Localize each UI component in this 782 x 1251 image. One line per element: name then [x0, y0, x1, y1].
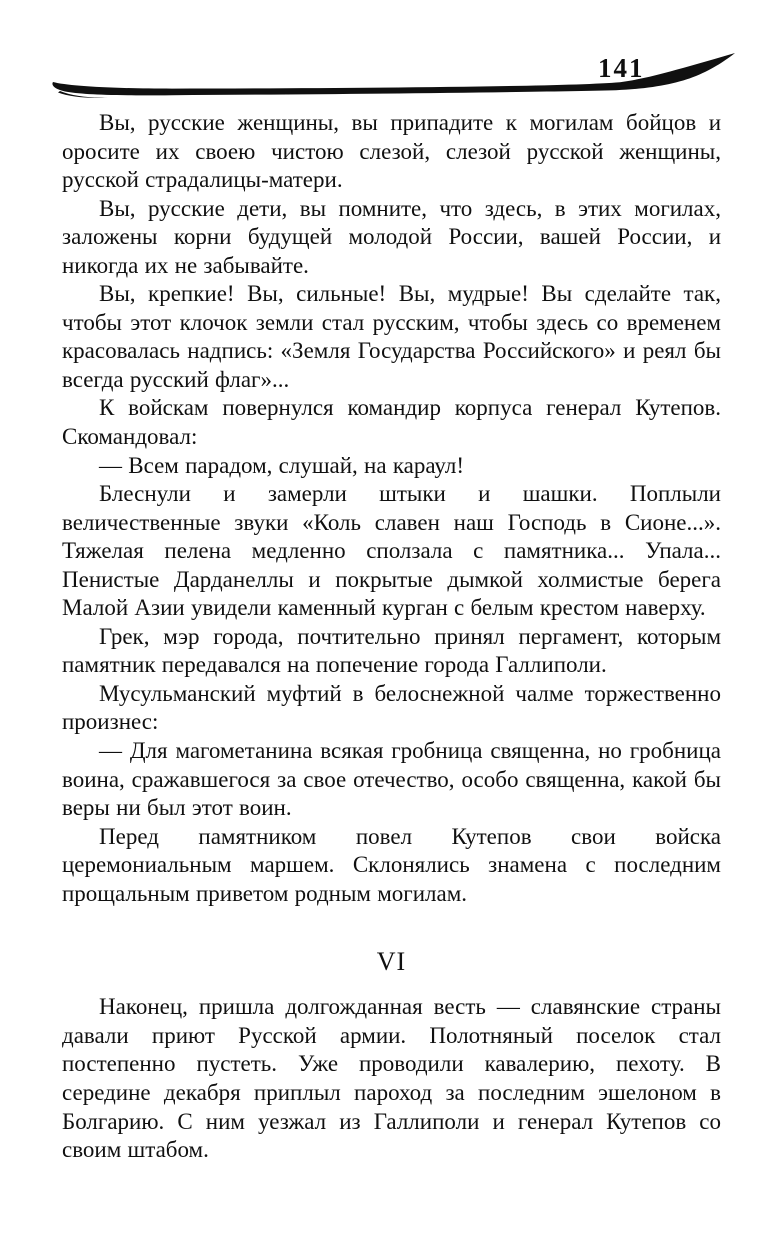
paragraph: Блеснули и замерли штыки и шашки. Поплыли величественные звуки «Коль славен наш Господь в Сионе...». Тяжелая пелена медленно сползала с памятника... Упала... Пенистые Дарданеллы и покрытые дымкой холмистые берега Малой Азии увидели каменный курган с белым крестом наверху. [62, 481, 721, 621]
body-text [62, 109, 721, 1165]
paragraph: Мусульманский муфтий в белоснежной чалме торжественно произнес: [62, 680, 721, 735]
paragraph: — Всем парадом, слушай, на караул! [99, 452, 465, 478]
section-heading: VI [376, 947, 407, 977]
paragraph: — Для магометанина всякая гробница священна, но гробница воина, сражавшегося за свое отечество, особо священна, какой бы веры ни был этот воин. [62, 738, 721, 821]
paragraph: Перед памятником повел Кутепов свои войска церемониальным маршем. Склонялись знамена с последним прощальным приветом родным могилам. [62, 823, 721, 906]
page-header [0, 0, 782, 108]
header-flourish-icon [50, 50, 738, 102]
paragraph: Вы, крепкие! Вы, сильные! Вы, мудрые! Вы сделайте так, чтобы этот клочок земли стал русским, чтобы здесь со временем красовалась надпись: «Земля Государства Российского» и реял бы всегда русский флаг»... [62, 281, 721, 392]
paragraph: К войскам повернулся командир корпуса генерал Кутепов. Скомандовал: [62, 395, 721, 450]
paragraph: Грек, мэр города, почтительно принял пергамент, которым памятник передавался на попечение города Галлиполи. [62, 623, 721, 678]
page-number: 141 [598, 53, 645, 83]
paragraph: Наконец, пришла долгожданная весть — славянские страны давали приют Русской армии. Полотняный поселок стал постепенно пустеть. Уже проводили кавалерию, пехоту. В середине декабря приплыл пароход за последним эшелоном в Болгарию. С ним уезжал из Галлиполи и генерал Кутепов со своим штабом. [62, 994, 721, 1163]
paragraph: Вы, русские дети, вы помните, что здесь, в этих могилах, заложены корни будущей молодой России, вашей России, и никогда их не забывайте. [62, 195, 721, 278]
paragraph: Вы, русские женщины, вы припадите к могилам бойцов и оросите их своею чистою слезой, слезой русской женщины, русской страдалицы-матери. [62, 110, 721, 193]
